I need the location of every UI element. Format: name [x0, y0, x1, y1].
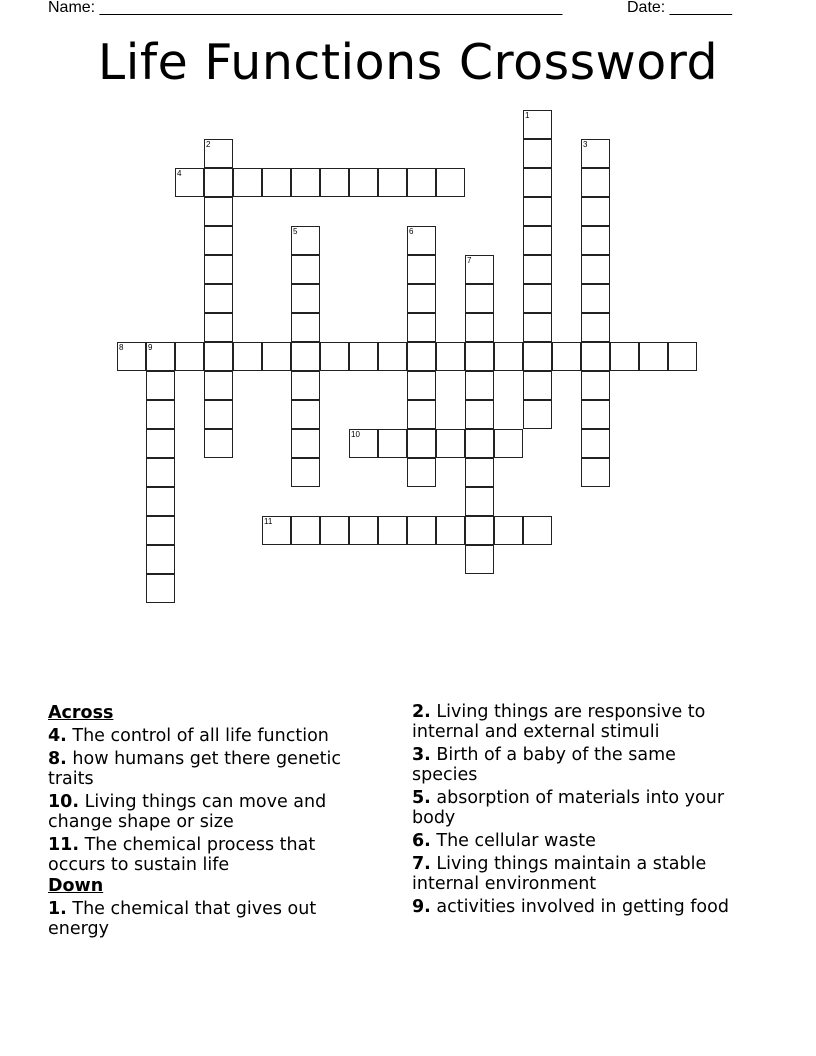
- grid-cell[interactable]: [291, 458, 320, 487]
- grid-cell[interactable]: [291, 226, 320, 255]
- grid-cell[interactable]: [349, 429, 378, 458]
- grid-cell[interactable]: [639, 342, 668, 371]
- grid-cell[interactable]: [117, 342, 146, 371]
- grid-cell[interactable]: [349, 168, 378, 197]
- grid-cell[interactable]: [523, 255, 552, 284]
- clue-down-3: [412, 745, 742, 785]
- grid-cell[interactable]: [291, 168, 320, 197]
- clue-number: 3.: [412, 745, 431, 765]
- clue-down-9: [412, 897, 742, 917]
- cell-number: 3: [583, 140, 588, 149]
- grid-cell[interactable]: [204, 284, 233, 313]
- clue-number: 8.: [48, 749, 67, 769]
- cell-number: 8: [119, 343, 124, 352]
- grid-cell[interactable]: [523, 110, 552, 139]
- grid-cell[interactable]: [523, 226, 552, 255]
- name-field[interactable]: Name: ____________________________________________________: [48, 0, 563, 16]
- grid-cell[interactable]: [407, 226, 436, 255]
- clue-number: 9.: [412, 897, 431, 917]
- clue-down-6: [412, 831, 742, 851]
- grid-cell[interactable]: [146, 371, 175, 400]
- grid-cell[interactable]: [378, 429, 407, 458]
- clue-text: Living things are responsive to internal and external stimuli: [412, 702, 706, 742]
- clues-column-left: [48, 702, 378, 939]
- grid-cell[interactable]: [523, 284, 552, 313]
- grid-cell[interactable]: [204, 168, 233, 197]
- grid-cell[interactable]: [146, 574, 175, 603]
- grid-cell[interactable]: [465, 255, 494, 284]
- grid-cell[interactable]: [378, 516, 407, 545]
- grid-cell[interactable]: [146, 429, 175, 458]
- grid-cell[interactable]: [291, 342, 320, 371]
- grid-cell[interactable]: [436, 429, 465, 458]
- clues-column-right: [412, 702, 742, 917]
- grid-cell[interactable]: [233, 168, 262, 197]
- grid-cell[interactable]: [610, 342, 639, 371]
- grid-cell[interactable]: [581, 139, 610, 168]
- grid-cell[interactable]: [204, 400, 233, 429]
- grid-cell[interactable]: [204, 342, 233, 371]
- grid-cell[interactable]: [291, 255, 320, 284]
- down-heading: Down: [48, 876, 104, 896]
- grid-cell[interactable]: [581, 197, 610, 226]
- grid-cell[interactable]: [291, 516, 320, 545]
- grid-cell[interactable]: [146, 400, 175, 429]
- grid-cell[interactable]: [146, 342, 175, 371]
- cell-number: 5: [293, 227, 298, 236]
- grid-cell[interactable]: [175, 342, 204, 371]
- clue-text: Living things maintain a stable internal environment: [412, 854, 707, 894]
- grid-cell[interactable]: [523, 342, 552, 371]
- grid-cell[interactable]: [668, 342, 697, 371]
- grid-cell[interactable]: [204, 371, 233, 400]
- grid-cell[interactable]: [262, 516, 291, 545]
- grid-cell[interactable]: [581, 429, 610, 458]
- grid-cell[interactable]: [465, 487, 494, 516]
- grid-cell[interactable]: [465, 458, 494, 487]
- clue-number: 10.: [48, 792, 80, 812]
- grid-cell[interactable]: [233, 342, 262, 371]
- grid-cell[interactable]: [465, 284, 494, 313]
- grid-cell[interactable]: [407, 168, 436, 197]
- cell-number: 10: [351, 430, 360, 439]
- grid-cell[interactable]: [465, 342, 494, 371]
- grid-cell[interactable]: [465, 545, 494, 574]
- grid-cell[interactable]: [407, 429, 436, 458]
- grid-cell[interactable]: [146, 545, 175, 574]
- grid-cell[interactable]: [581, 226, 610, 255]
- grid-cell[interactable]: [436, 516, 465, 545]
- grid-cell[interactable]: [494, 342, 523, 371]
- grid-cell[interactable]: [523, 371, 552, 400]
- clue-text: The control of all life function: [66, 726, 329, 746]
- grid-cell[interactable]: [204, 226, 233, 255]
- grid-cell[interactable]: [204, 197, 233, 226]
- grid-cell[interactable]: [320, 516, 349, 545]
- grid-cell[interactable]: [581, 400, 610, 429]
- clue-down-1: [48, 899, 378, 939]
- clue-down-7: [412, 854, 742, 894]
- page-title: Life Functions Crossword: [97, 34, 719, 91]
- grid-cell[interactable]: [291, 429, 320, 458]
- clue-text: activities involved in getting food: [430, 897, 729, 917]
- grid-cell[interactable]: [291, 313, 320, 342]
- grid-cell[interactable]: [262, 168, 291, 197]
- grid-cell[interactable]: [465, 429, 494, 458]
- grid-cell[interactable]: [581, 255, 610, 284]
- grid-cell[interactable]: [581, 371, 610, 400]
- grid-cell[interactable]: [407, 516, 436, 545]
- grid-cell[interactable]: [204, 429, 233, 458]
- grid-cell[interactable]: [146, 487, 175, 516]
- grid-cell[interactable]: [291, 371, 320, 400]
- grid-cell[interactable]: [552, 342, 581, 371]
- clue-text: The cellular waste: [430, 831, 596, 851]
- grid-cell[interactable]: [320, 342, 349, 371]
- grid-cell[interactable]: [146, 458, 175, 487]
- grid-cell[interactable]: [523, 197, 552, 226]
- grid-cell[interactable]: [465, 313, 494, 342]
- clue-down-5: [412, 788, 742, 828]
- across-heading: Across: [48, 703, 114, 723]
- clue-number: 1.: [48, 899, 67, 919]
- clue-number: 7.: [412, 854, 431, 874]
- cell-number: 1: [525, 111, 530, 120]
- grid-cell[interactable]: [378, 342, 407, 371]
- grid-cell[interactable]: [581, 342, 610, 371]
- clue-text: The chemical process that occurs to sustain life: [48, 835, 316, 875]
- grid-cell[interactable]: [349, 516, 378, 545]
- clue-text: Living things can move and change shape or size: [48, 792, 327, 832]
- grid-cell[interactable]: [407, 458, 436, 487]
- grid-cell[interactable]: [262, 342, 291, 371]
- cell-number: 11: [264, 517, 273, 526]
- clue-number: 6.: [412, 831, 431, 851]
- grid-cell[interactable]: [581, 284, 610, 313]
- grid-cell[interactable]: [465, 400, 494, 429]
- grid-cell[interactable]: [204, 139, 233, 168]
- grid-cell[interactable]: [204, 313, 233, 342]
- grid-cell[interactable]: [407, 400, 436, 429]
- grid-cell[interactable]: [407, 342, 436, 371]
- cell-number: 4: [177, 169, 182, 178]
- clue-across-11: [48, 835, 378, 875]
- grid-cell[interactable]: [407, 255, 436, 284]
- grid-cell[interactable]: [436, 342, 465, 371]
- grid-cell[interactable]: [523, 516, 552, 545]
- clue-number: 5.: [412, 788, 431, 808]
- grid-cell[interactable]: [320, 168, 349, 197]
- grid-cell[interactable]: [465, 516, 494, 545]
- grid-cell[interactable]: [349, 342, 378, 371]
- clue-text: The chemical that gives out energy: [48, 899, 317, 939]
- clue-across-8: [48, 749, 378, 789]
- grid-cell[interactable]: [523, 139, 552, 168]
- clue-text: how humans get there genetic traits: [48, 749, 342, 789]
- grid-cell[interactable]: [523, 400, 552, 429]
- clue-text: Birth of a baby of the same species: [412, 745, 676, 785]
- grid-cell[interactable]: [523, 313, 552, 342]
- clue-number: 4.: [48, 726, 67, 746]
- cell-number: 2: [206, 140, 211, 149]
- clue-across-10: [48, 792, 378, 832]
- clue-text: absorption of materials into your body: [412, 788, 725, 828]
- grid-cell[interactable]: [494, 429, 523, 458]
- cell-number: 7: [467, 256, 472, 265]
- grid-cell[interactable]: [146, 516, 175, 545]
- grid-cell[interactable]: [436, 168, 465, 197]
- clue-across-4: [48, 726, 378, 746]
- clue-number: 2.: [412, 702, 431, 722]
- grid-cell[interactable]: [494, 516, 523, 545]
- grid-cell[interactable]: [407, 313, 436, 342]
- grid-cell[interactable]: [378, 168, 407, 197]
- grid-cell[interactable]: [204, 255, 233, 284]
- grid-cell[interactable]: [465, 371, 494, 400]
- cell-number: 9: [148, 343, 153, 352]
- clue-down-2: [412, 702, 742, 742]
- grid-cell[interactable]: [407, 371, 436, 400]
- grid-cell[interactable]: [581, 168, 610, 197]
- grid-cell[interactable]: [291, 400, 320, 429]
- clue-number: 11.: [48, 835, 80, 855]
- grid-cell[interactable]: [523, 168, 552, 197]
- grid-cell[interactable]: [581, 313, 610, 342]
- grid-cell[interactable]: [581, 458, 610, 487]
- date-field[interactable]: Date: _______: [627, 0, 732, 16]
- grid-cell[interactable]: [407, 284, 436, 313]
- cell-number: 6: [409, 227, 414, 236]
- grid-cell[interactable]: [291, 284, 320, 313]
- grid-cell[interactable]: [175, 168, 204, 197]
